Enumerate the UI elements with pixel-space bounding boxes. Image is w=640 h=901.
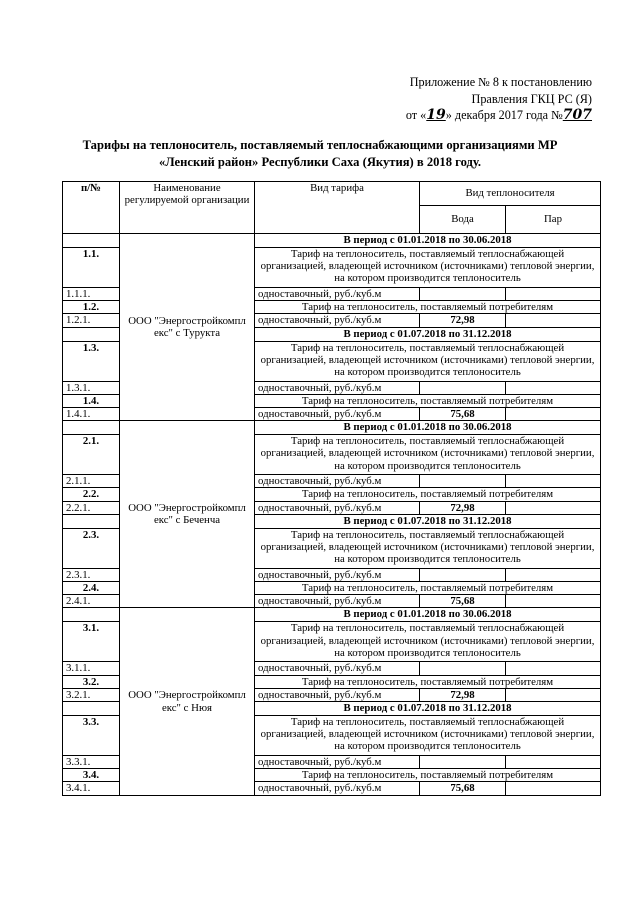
row-number: 2.4. — [63, 582, 120, 595]
row-number: 3.4.1. — [63, 782, 120, 795]
num-cell-empty — [63, 421, 120, 435]
tariff-type: одноставочный, руб./куб.м — [255, 756, 420, 769]
row-number: 1.2.1. — [63, 314, 120, 327]
tariff-description: Тариф на теплоноситель, поставляемый потребителям — [255, 301, 601, 314]
period-label: В период с 01.01.2018 по 30.06.2018 — [255, 234, 601, 248]
steam-value — [506, 288, 601, 301]
row-number: 1.4.1. — [63, 408, 120, 421]
row-number: 3.3. — [63, 716, 120, 756]
water-value — [420, 288, 506, 301]
tariff-description: Тариф на теплоноситель, поставляемый теплоснабжающей организацией, владеющей источником (источниками) тепловой энергии, на котором производится теплоноситель — [255, 435, 601, 475]
row-number: 3.4. — [63, 769, 120, 782]
tariff-description: Тариф на теплоноситель, поставляемый потребителям — [255, 769, 601, 782]
tariff-type: одноставочный, руб./куб.м — [255, 314, 420, 327]
col-header-water: Вода — [420, 206, 506, 234]
col-header-num: п/№ — [63, 182, 120, 234]
row-number: 2.2.1. — [63, 501, 120, 514]
row-number: 2.1. — [63, 435, 120, 475]
header-date-prefix: от « — [405, 108, 427, 122]
tariff-description: Тариф на теплоноситель, поставляемый теплоснабжающей организацией, владеющей источником (источниками) тепловой энергии, на котором производится теплоноситель — [255, 528, 601, 568]
row-number: 3.3.1. — [63, 756, 120, 769]
period-row — [63, 234, 601, 248]
row-number: 1.3.1. — [63, 381, 120, 394]
steam-value — [506, 782, 601, 795]
row-number: 1.1.1. — [63, 288, 120, 301]
row-number: 1.3. — [63, 341, 120, 381]
title-line-2: «Ленский район» Республики Саха (Якутия) в 2018 году. — [158, 155, 482, 169]
document-title — [40, 137, 600, 171]
water-value — [420, 662, 506, 675]
organization-name: ООО "Энергостройкомпл екс" с Беченча — [120, 421, 255, 608]
tariff-type: одноставочный, руб./куб.м — [255, 381, 420, 394]
header-line-3 — [406, 107, 592, 124]
organization-name: ООО "Энергостройкомпл екс" с Турукта — [120, 234, 255, 421]
row-number: 1.1. — [63, 248, 120, 288]
num-cell-empty — [63, 702, 120, 716]
tariff-description: Тариф на теплоноситель, поставляемый потребителям — [255, 675, 601, 688]
steam-value — [506, 381, 601, 394]
title-line-1: Тарифы на теплоноситель, поставляемый теплоснабжающими организациями МР — [82, 138, 558, 152]
period-row — [63, 608, 601, 622]
row-number: 2.2. — [63, 488, 120, 501]
water-value — [420, 475, 506, 488]
header-line-2: Правления ГКЦ РС (Я) — [471, 91, 592, 106]
water-value — [420, 381, 506, 394]
tariff-type: одноставочный, руб./куб.м — [255, 662, 420, 675]
tariff-description: Тариф на теплоноситель, поставляемый теплоснабжающей организацией, владеющей источником (источниками) тепловой энергии, на котором производится теплоноситель — [255, 622, 601, 662]
row-number: 1.4. — [63, 394, 120, 407]
col-header-carrier: Вид теплоносителя — [420, 182, 601, 206]
steam-value — [506, 475, 601, 488]
num-cell-empty — [63, 234, 120, 248]
tariff-type: одноставочный, руб./куб.м — [255, 595, 420, 608]
period-label: В период с 01.07.2018 по 31.12.2018 — [255, 702, 601, 716]
row-number: 2.4.1. — [63, 595, 120, 608]
water-value: 72,98 — [420, 314, 506, 327]
tariff-type: одноставочный, руб./куб.м — [255, 501, 420, 514]
tariff-type: одноставочный, руб./куб.м — [255, 688, 420, 701]
steam-value — [506, 756, 601, 769]
handwritten-number: 707 — [562, 107, 592, 123]
water-value: 72,98 — [420, 501, 506, 514]
document-header — [406, 74, 592, 124]
period-label: В период с 01.01.2018 по 30.06.2018 — [255, 608, 601, 622]
header-line-1: Приложение № 8 к постановлению — [409, 75, 592, 89]
tariff-type: одноставочный, руб./куб.м — [255, 475, 420, 488]
row-number: 3.1. — [63, 622, 120, 662]
water-value: 72,98 — [420, 688, 506, 701]
row-number: 2.3. — [63, 528, 120, 568]
tariff-type: одноставочный, руб./куб.м — [255, 782, 420, 795]
organization-name: ООО "Энергостройкомпл екс" с Нюя — [120, 608, 255, 795]
period-label: В период с 01.07.2018 по 31.12.2018 — [255, 514, 601, 528]
header-date-suffix: » декабря 2017 года № — [445, 108, 563, 122]
tariff-description: Тариф на теплоноситель, поставляемый теплоснабжающей организацией, владеющей источником (источниками) тепловой энергии, на котором производится теплоноситель — [255, 716, 601, 756]
col-header-steam: Пар — [506, 206, 601, 234]
tariff-description: Тариф на теплоноситель, поставляемый потребителям — [255, 582, 601, 595]
row-number: 3.2.1. — [63, 688, 120, 701]
num-cell-empty — [63, 327, 120, 341]
water-value — [420, 756, 506, 769]
tariff-table — [62, 181, 601, 796]
steam-value — [506, 314, 601, 327]
handwritten-day: 19 — [426, 107, 446, 123]
steam-value — [506, 408, 601, 421]
table-header-row — [63, 182, 601, 206]
tariff-type: одноставочный, руб./куб.м — [255, 568, 420, 581]
tariff-description: Тариф на теплоноситель, поставляемый потребителям — [255, 488, 601, 501]
period-row — [63, 421, 601, 435]
row-number: 2.3.1. — [63, 568, 120, 581]
water-value — [420, 568, 506, 581]
steam-value — [506, 595, 601, 608]
water-value: 75,68 — [420, 595, 506, 608]
col-header-tariff: Вид тарифа — [255, 182, 420, 234]
row-number: 3.2. — [63, 675, 120, 688]
steam-value — [506, 568, 601, 581]
num-cell-empty — [63, 514, 120, 528]
tariff-type: одноставочный, руб./куб.м — [255, 408, 420, 421]
row-number: 1.2. — [63, 301, 120, 314]
period-label: В период с 01.01.2018 по 30.06.2018 — [255, 421, 601, 435]
water-value: 75,68 — [420, 408, 506, 421]
period-label: В период с 01.07.2018 по 31.12.2018 — [255, 327, 601, 341]
steam-value — [506, 662, 601, 675]
col-header-org: Наименование регулируемой организации — [120, 182, 255, 234]
tariff-description: Тариф на теплоноситель, поставляемый потребителям — [255, 394, 601, 407]
tariff-description: Тариф на теплоноситель, поставляемый теплоснабжающей организацией, владеющей источником (источниками) тепловой энергии, на котором производится теплоноситель — [255, 248, 601, 288]
tariff-description: Тариф на теплоноситель, поставляемый теплоснабжающей организацией, владеющей источником (источниками) тепловой энергии, на котором производится теплоноситель — [255, 341, 601, 381]
num-cell-empty — [63, 608, 120, 622]
tariff-type: одноставочный, руб./куб.м — [255, 288, 420, 301]
steam-value — [506, 688, 601, 701]
steam-value — [506, 501, 601, 514]
row-number: 2.1.1. — [63, 475, 120, 488]
water-value: 75,68 — [420, 782, 506, 795]
row-number: 3.1.1. — [63, 662, 120, 675]
